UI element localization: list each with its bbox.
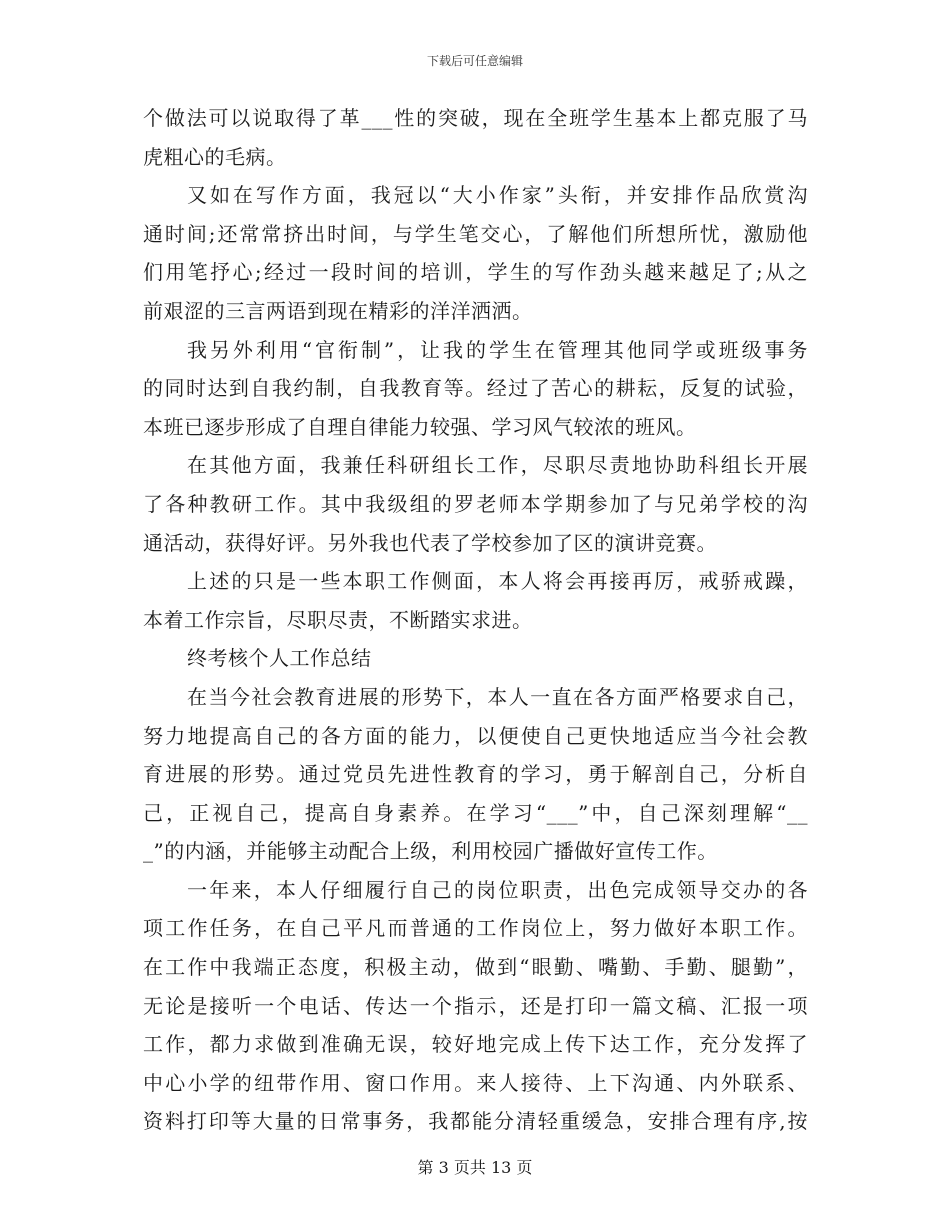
text-line: 无论是接听一个电话、传达一个指示，还是打印一篇文稿、汇报一项: [143, 993, 808, 1018]
text-line: 通活动，获得好评。另外我也代表了学校参加了区的演讲竞赛。: [143, 530, 717, 555]
text-line: 在工作中我端正态度，积极主动，做到“眼勤、嘴勤、手勤、腿勤”，: [143, 955, 808, 980]
text-line: 又如在写作方面，我冠以“大小作家”头衔，并安排作品欣赏沟: [187, 183, 808, 208]
text-line: 工作，都力求做到准确无误，较好地完成上传下达工作，充分发挥了: [143, 1032, 808, 1057]
document-body: [143, 99, 808, 1141]
text-line: 们用笔抒心;经过一段时间的培训，学生的写作劲头越来越足了;从之: [143, 260, 808, 285]
text-line: 了各种教研工作。其中我级组的罗老师本学期参加了与兄弟学校的沟: [143, 491, 808, 516]
text-line: _”的内涵，并能够主动配合上级，利用校园广播做好宣传工作。: [143, 839, 718, 864]
text-line: 在其他方面，我兼任科研组长工作，尽职尽责地协助科组长开展: [187, 453, 808, 478]
text-line: 前艰涩的三言两语到现在精彩的洋洋洒洒。: [143, 298, 533, 323]
text-line: 在当今社会教育进展的形势下，本人一直在各方面严格要求自己，: [187, 684, 808, 709]
text-line: 资料打印等大量的日常事务，我都能分清轻重缓急，安排合理有序,按: [143, 1109, 808, 1134]
text-line: 育进展的形势。通过党员先进性教育的学习，勇于解剖自己，分析自: [143, 762, 808, 787]
text-line: 个做法可以说取得了革___性的突破，现在全班学生基本上都克服了马: [143, 106, 808, 130]
text-line: 本班已逐步形成了自理自律能力较强、学习风气较浓的班风。: [143, 414, 697, 439]
text-line: 的同时达到自我约制，自我教育等。经过了苦心的耕耘，反复的试验，: [143, 376, 808, 401]
text-line: 本着工作宗旨，尽职尽责，不断踏实求进。: [143, 607, 533, 632]
text-line: 努力地提高自己的各方面的能力，以便使自己更快地适应当今社会教: [143, 723, 808, 748]
text-line: 一年来，本人仔细履行自己的岗位职责，出色完成领导交办的各: [187, 877, 808, 902]
text-line: 我另外利用“官衔制”，让我的学生在管理其他同学或班级事务: [187, 337, 808, 362]
text-line: 己，正视自己，提高自身素养。在学习“___”中，自己深刻理解“__: [143, 800, 808, 825]
text-line: 终考核个人工作总结: [187, 646, 372, 671]
text-line: 中心小学的纽带作用、窗口作用。来人接待、上下沟通、内外联系、: [143, 1070, 808, 1095]
text-line: 项工作任务，在自己平凡而普通的工作岗位上，努力做好本职工作。: [143, 916, 808, 941]
page-number-footer: 第 3 页共 13 页: [417, 1158, 533, 1177]
text-line: 虎粗心的毛病。: [143, 144, 287, 169]
text-line: 通时间;还常常挤出时间，与学生笔交心，了解他们所想所忧，激励他: [143, 221, 808, 246]
page-header: 下载后可任意编辑: [426, 54, 523, 68]
text-line: 上述的只是一些本职工作侧面，本人将会再接再厉，戒骄戒躁，: [187, 569, 808, 594]
